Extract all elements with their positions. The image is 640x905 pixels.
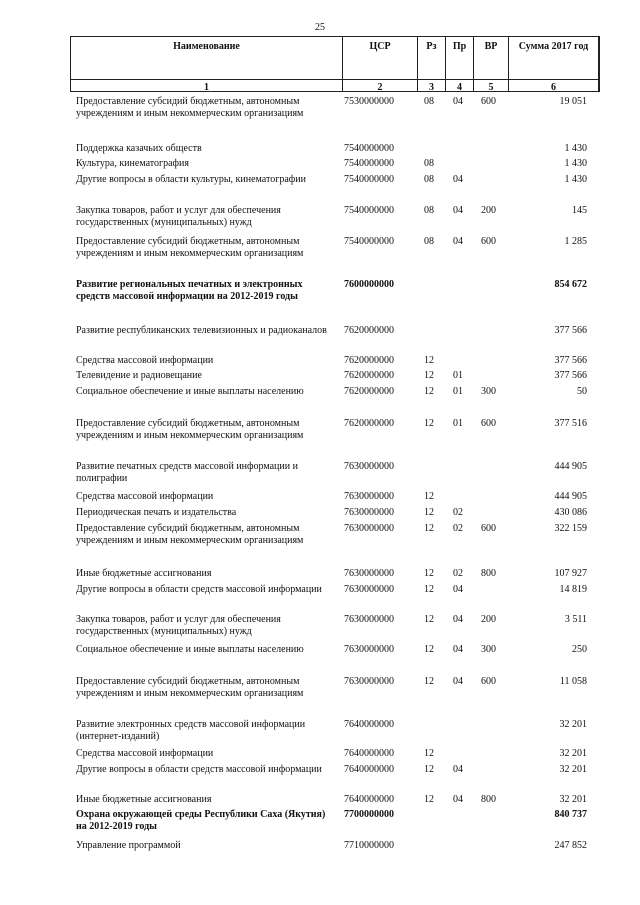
row-pr: 02 — [453, 507, 463, 518]
header-label-rz: Рз — [426, 41, 437, 52]
row-name: Предоставление субсидий бюджетным, автономным учреждениям и иным некоммерческим организациям — [76, 236, 304, 259]
row-sum: 50 — [577, 386, 587, 397]
row-pr: 04 — [453, 96, 463, 107]
row-rz: 08 — [424, 96, 434, 107]
row-csr: 7530000000 — [344, 96, 394, 107]
row-pr: 02 — [453, 568, 463, 579]
row-pr: 01 — [453, 418, 463, 429]
row-vr: 800 — [481, 568, 496, 579]
row-sum: 32 201 — [559, 794, 587, 805]
row-csr: 7630000000 — [344, 584, 394, 595]
row-csr: 7540000000 — [344, 174, 394, 185]
row-rz: 12 — [424, 507, 434, 518]
row-sum: 32 201 — [559, 719, 587, 730]
row-name: Социальное обеспечение и иные выплаты населению — [76, 644, 304, 655]
header-number-2: 2 — [377, 82, 383, 93]
header-col-rz — [418, 37, 446, 91]
row-name: Развитие республиканских телевизионных и радиоканалов — [76, 325, 327, 336]
row-sum: 377 566 — [554, 325, 587, 336]
row-vr: 600 — [481, 236, 496, 247]
row-pr: 04 — [453, 236, 463, 247]
row-sum: 11 058 — [559, 676, 587, 687]
row-rz: 12 — [424, 568, 434, 579]
row-rz: 12 — [424, 614, 434, 625]
row-vr: 800 — [481, 794, 496, 805]
row-name: Развитие печатных средств массовой информации и полиграфии — [76, 461, 298, 484]
header-col-name — [71, 37, 343, 91]
row-sum: 377 566 — [554, 370, 587, 381]
header-label-vr: ВР — [484, 41, 498, 52]
table-header — [70, 36, 600, 92]
row-sum: 32 201 — [559, 748, 587, 759]
row-name: Предоставление субсидий бюджетным, автономным учреждениям и иным некоммерческим организациям — [76, 676, 304, 699]
row-rz: 08 — [424, 158, 434, 169]
row-sum: 840 737 — [554, 809, 587, 820]
row-csr: 7620000000 — [344, 418, 394, 429]
row-csr: 7640000000 — [344, 794, 394, 805]
row-pr: 04 — [453, 174, 463, 185]
row-rz: 12 — [424, 370, 434, 381]
row-pr: 04 — [453, 794, 463, 805]
row-sum: 32 201 — [559, 764, 587, 775]
row-pr: 04 — [453, 644, 463, 655]
row-rz: 12 — [424, 764, 434, 775]
header-number-6: 6 — [551, 82, 556, 93]
row-csr: 7620000000 — [344, 370, 394, 381]
row-csr: 7620000000 — [344, 325, 394, 336]
row-csr: 7540000000 — [344, 205, 394, 216]
row-name: Управление программой — [76, 840, 181, 851]
row-name: Средства массовой информации — [76, 491, 214, 502]
row-vr: 300 — [481, 644, 496, 655]
row-pr: 04 — [453, 764, 463, 775]
row-csr: 7540000000 — [344, 236, 394, 247]
row-sum: 444 905 — [554, 461, 587, 472]
header-number-1: 1 — [204, 82, 209, 93]
row-name: Закупка товаров, работ и услуг для обеспечения государственных (муниципальных) нужд — [76, 614, 281, 637]
row-sum: 444 905 — [554, 491, 587, 502]
row-name: Предоставление субсидий бюджетным, автономным учреждениям и иным некоммерческим организациям — [76, 96, 304, 119]
row-rz: 12 — [424, 584, 434, 595]
row-sum: 145 — [572, 205, 587, 216]
row-csr: 7630000000 — [344, 568, 394, 579]
row-csr: 7630000000 — [344, 676, 394, 687]
row-vr: 600 — [481, 418, 496, 429]
header-col-sum — [509, 37, 599, 91]
row-name: Предоставление субсидий бюджетным, автономным учреждениям и иным некоммерческим организациям — [76, 418, 304, 441]
row-sum: 247 852 — [554, 840, 587, 851]
row-sum: 1 430 — [564, 174, 587, 185]
header-label-pr: Пр — [452, 41, 467, 52]
row-name: Иные бюджетные ассигнования — [76, 568, 212, 579]
row-name: Развитие региональных печатных и электронных средств массовой информации на 2012-2019 годы — [76, 279, 303, 302]
header-number-5: 5 — [488, 82, 494, 93]
row-csr: 7620000000 — [344, 355, 394, 366]
row-csr: 7620000000 — [344, 386, 394, 397]
row-pr: 01 — [453, 386, 463, 397]
row-rz: 08 — [424, 236, 434, 247]
row-rz: 12 — [424, 491, 434, 502]
row-rz: 12 — [424, 418, 434, 429]
row-name: Охрана окружающей среды Республики Саха (Якутия) на 2012-2019 годы — [76, 809, 326, 832]
row-pr: 04 — [453, 614, 463, 625]
row-name: Периодическая печать и издательства — [76, 507, 237, 518]
header-label-sum: Сумма 2017 год — [518, 41, 589, 52]
row-pr: 04 — [453, 584, 463, 595]
row-sum: 14 819 — [559, 584, 587, 595]
row-csr: 7630000000 — [344, 491, 394, 502]
row-name: Телевидение и радиовещание — [76, 370, 202, 381]
row-name: Средства массовой информации — [76, 748, 214, 759]
row-csr: 7630000000 — [344, 523, 394, 534]
row-csr: 7640000000 — [344, 719, 394, 730]
row-pr: 04 — [453, 676, 463, 687]
row-csr: 7540000000 — [344, 143, 394, 154]
row-sum: 430 086 — [554, 507, 587, 518]
row-sum: 250 — [572, 644, 587, 655]
row-rz: 12 — [424, 355, 434, 366]
row-rz: 12 — [424, 748, 434, 759]
row-rz: 08 — [424, 174, 434, 185]
header-col-vr — [474, 37, 509, 91]
row-vr: 200 — [481, 205, 496, 216]
row-vr: 200 — [481, 614, 496, 625]
row-sum: 3 511 — [564, 614, 587, 625]
row-csr: 7630000000 — [344, 461, 394, 472]
row-csr: 7640000000 — [344, 748, 394, 759]
page-number: 25 — [315, 22, 325, 33]
row-sum: 107 927 — [554, 568, 587, 579]
row-rz: 12 — [424, 794, 434, 805]
row-sum: 1 285 — [564, 236, 587, 247]
row-csr: 7630000000 — [344, 644, 394, 655]
header-col-csr — [343, 37, 418, 91]
row-sum: 1 430 — [564, 143, 587, 154]
row-name: Социальное обеспечение и иные выплаты населению — [76, 386, 304, 397]
row-csr: 7640000000 — [344, 764, 394, 775]
row-rz: 08 — [424, 205, 434, 216]
row-sum: 1 430 — [564, 158, 587, 169]
header-number-4: 4 — [457, 82, 462, 93]
row-name: Культура, кинематография — [76, 158, 189, 169]
header-number-3: 3 — [429, 82, 434, 93]
row-csr: 7600000000 — [344, 279, 394, 290]
row-name: Другие вопросы в области средств массовой информации — [76, 764, 322, 775]
row-csr: 7540000000 — [344, 158, 394, 169]
header-label-csr: ЦСР — [369, 41, 391, 52]
row-vr: 300 — [481, 386, 496, 397]
row-rz: 12 — [424, 644, 434, 655]
row-name: Развитие электронных средств массовой информации (интернет-изданий) — [76, 719, 306, 742]
header-divider — [71, 79, 599, 80]
row-name: Закупка товаров, работ и услуг для обеспечения государственных (муниципальных) нужд — [76, 205, 281, 228]
row-rz: 12 — [424, 386, 434, 397]
row-csr: 7710000000 — [344, 840, 394, 851]
row-name: Поддержка казачьих обществ — [76, 143, 202, 154]
row-name: Предоставление субсидий бюджетным, автономным учреждениям и иным некоммерческим организациям — [76, 523, 304, 546]
row-sum: 377 516 — [554, 418, 587, 429]
row-rz: 12 — [424, 523, 434, 534]
header-col-pr — [446, 37, 474, 91]
row-pr: 01 — [453, 370, 463, 381]
row-name: Другие вопросы в области культуры, кинематографии — [76, 174, 306, 185]
row-pr: 04 — [453, 205, 463, 216]
row-name: Другие вопросы в области средств массовой информации — [76, 584, 322, 595]
header-label-name: Наименование — [173, 41, 240, 52]
row-vr: 600 — [481, 676, 496, 687]
row-sum: 377 566 — [554, 355, 587, 366]
row-csr: 7700000000 — [344, 809, 394, 820]
row-vr: 600 — [481, 96, 496, 107]
row-vr: 600 — [481, 523, 496, 534]
row-rz: 12 — [424, 676, 434, 687]
row-name: Средства массовой информации — [76, 355, 214, 366]
row-name: Иные бюджетные ассигнования — [76, 794, 212, 805]
row-csr: 7630000000 — [344, 614, 394, 625]
row-csr: 7630000000 — [344, 507, 394, 518]
row-sum: 19 051 — [559, 96, 587, 107]
row-sum: 322 159 — [554, 523, 587, 534]
row-pr: 02 — [453, 523, 463, 534]
row-sum: 854 672 — [554, 279, 587, 290]
